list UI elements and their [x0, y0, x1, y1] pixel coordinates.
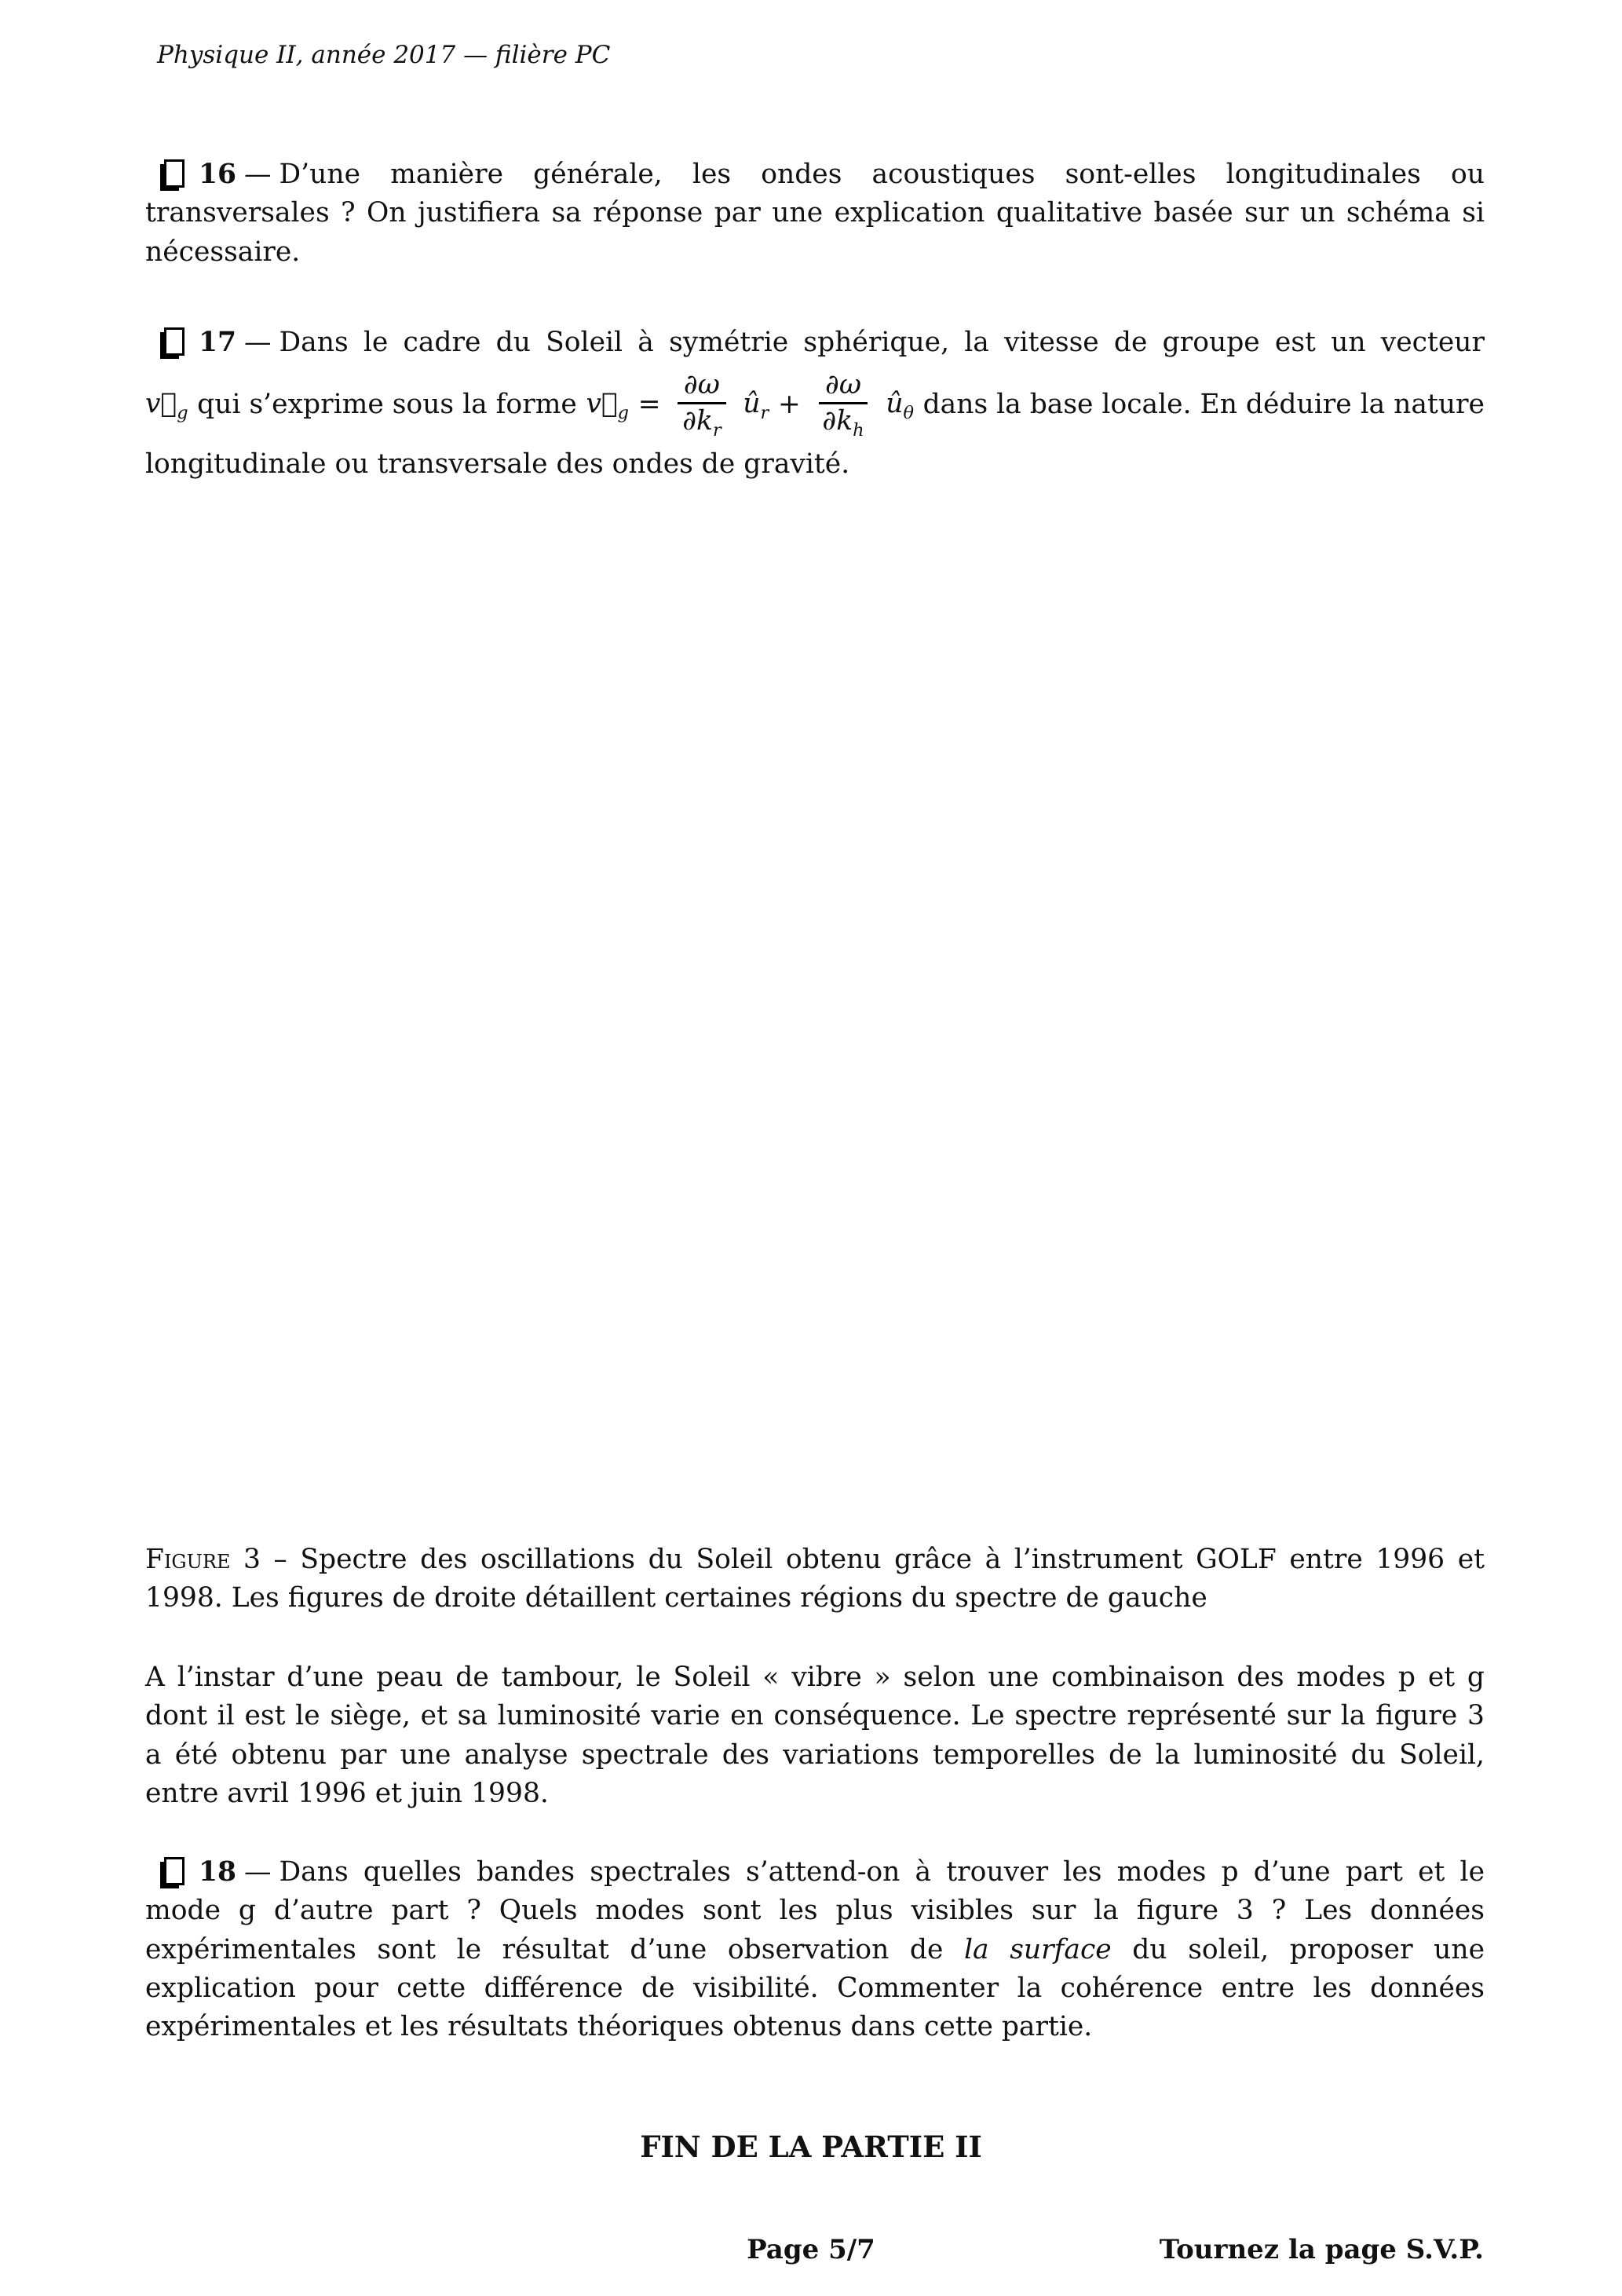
turn-page-label: Tournez la page S.V.P.	[1159, 2234, 1484, 2265]
figure3-solar-spectrum	[149, 518, 1484, 1547]
plus-sign: +	[777, 389, 801, 421]
fraction-domega-dkh: $\frac{\partial\omega}{\partial k_h}$	[816, 370, 870, 441]
unit-vector-ur: $û_r$	[743, 388, 769, 424]
question-text: du soleil, proposer une explication pour cette différence de visibilité. Commenter la cohérence entre les données expérimentales et les résultats théoriques obtenus dans cette partie.	[145, 1933, 1485, 2043]
end-of-part-label: FIN DE LA PARTIE II	[640, 2130, 982, 2164]
vg-symbol: $v⃗_g$	[145, 388, 188, 424]
formula-mid-text: qui s’exprime sous la forme	[197, 389, 577, 421]
equals-sign: =	[637, 389, 661, 421]
caption-label: Figure	[145, 1544, 231, 1575]
caption-text: Spectre des oscillations du Soleil obtenu grâce à l’instrument GOLF entre 1996 et 1998. Les figures de droite détaillent certaines régions du spectre de gauche	[145, 1544, 1485, 1614]
body-paragraph: A l’instar d’une peau de tambour, le Soleil « vibre » selon une combinaison des modes p et g dont il est le siège, et sa luminosité varie en conséquence. Le spectre représenté sur la figure 3 a été obtenu par une analyse spectrale des variations temporelles de la luminosité du Soleil, entre avril 1996 et juin 1998.	[145, 1662, 1485, 1809]
question-number: 17	[199, 327, 237, 358]
question-checkbox-icon	[164, 1857, 184, 1885]
page-header: Physique II, année 2017 — filière PC	[157, 41, 611, 69]
question-checkbox-icon	[164, 327, 184, 356]
question-18	[145, 1853, 1485, 2047]
question-text: Dans quelles bandes spectrales s’attend-on à trouver les modes p d’une part et le mode g d’autre part ? Quels modes sont les plus visibles sur la figure 3 ? Les données expérimentales sont le résultat d’une observation de	[145, 1856, 1485, 1965]
question-17-line3: longitudinale ou transversale des ondes de gravité.	[145, 448, 850, 480]
group-velocity-formula	[145, 370, 1485, 441]
unit-vector-utheta: $û_\theta$	[886, 388, 914, 424]
fraction-domega-dkr: $\frac{\partial\omega}{\partial k_r}$	[676, 370, 727, 441]
question-dash: —	[244, 159, 272, 190]
caption-number: 3	[243, 1544, 261, 1575]
question-17	[145, 324, 1485, 484]
question-16	[145, 155, 1485, 272]
question-dash: —	[244, 1856, 272, 1888]
figure3-caption	[145, 1541, 1485, 1618]
question-checkbox-icon	[164, 159, 184, 188]
caption-dash: –	[273, 1544, 287, 1575]
question-number: 18	[199, 1856, 237, 1888]
question-dash: —	[244, 327, 272, 358]
page-number: Page 5/7	[747, 2234, 875, 2265]
question-text: Dans le cadre du Soleil à symétrie sphérique, la vitesse de groupe est un vecteur	[279, 327, 1485, 358]
question-number: 16	[199, 159, 237, 190]
formula-tail-text: dans la base locale. En déduire la nature	[922, 389, 1485, 421]
question-17-line1	[145, 324, 1485, 362]
question-text: D’une manière générale, les ondes acoustiques sont-elles longitudinales ou transversales ? On justifiera sa réponse par une explication qualitative basée sur un schéma si nécessaire.	[145, 159, 1485, 268]
question-text-italic: la surface	[964, 1933, 1112, 1965]
vg-symbol: $v⃗_g$	[586, 388, 630, 424]
